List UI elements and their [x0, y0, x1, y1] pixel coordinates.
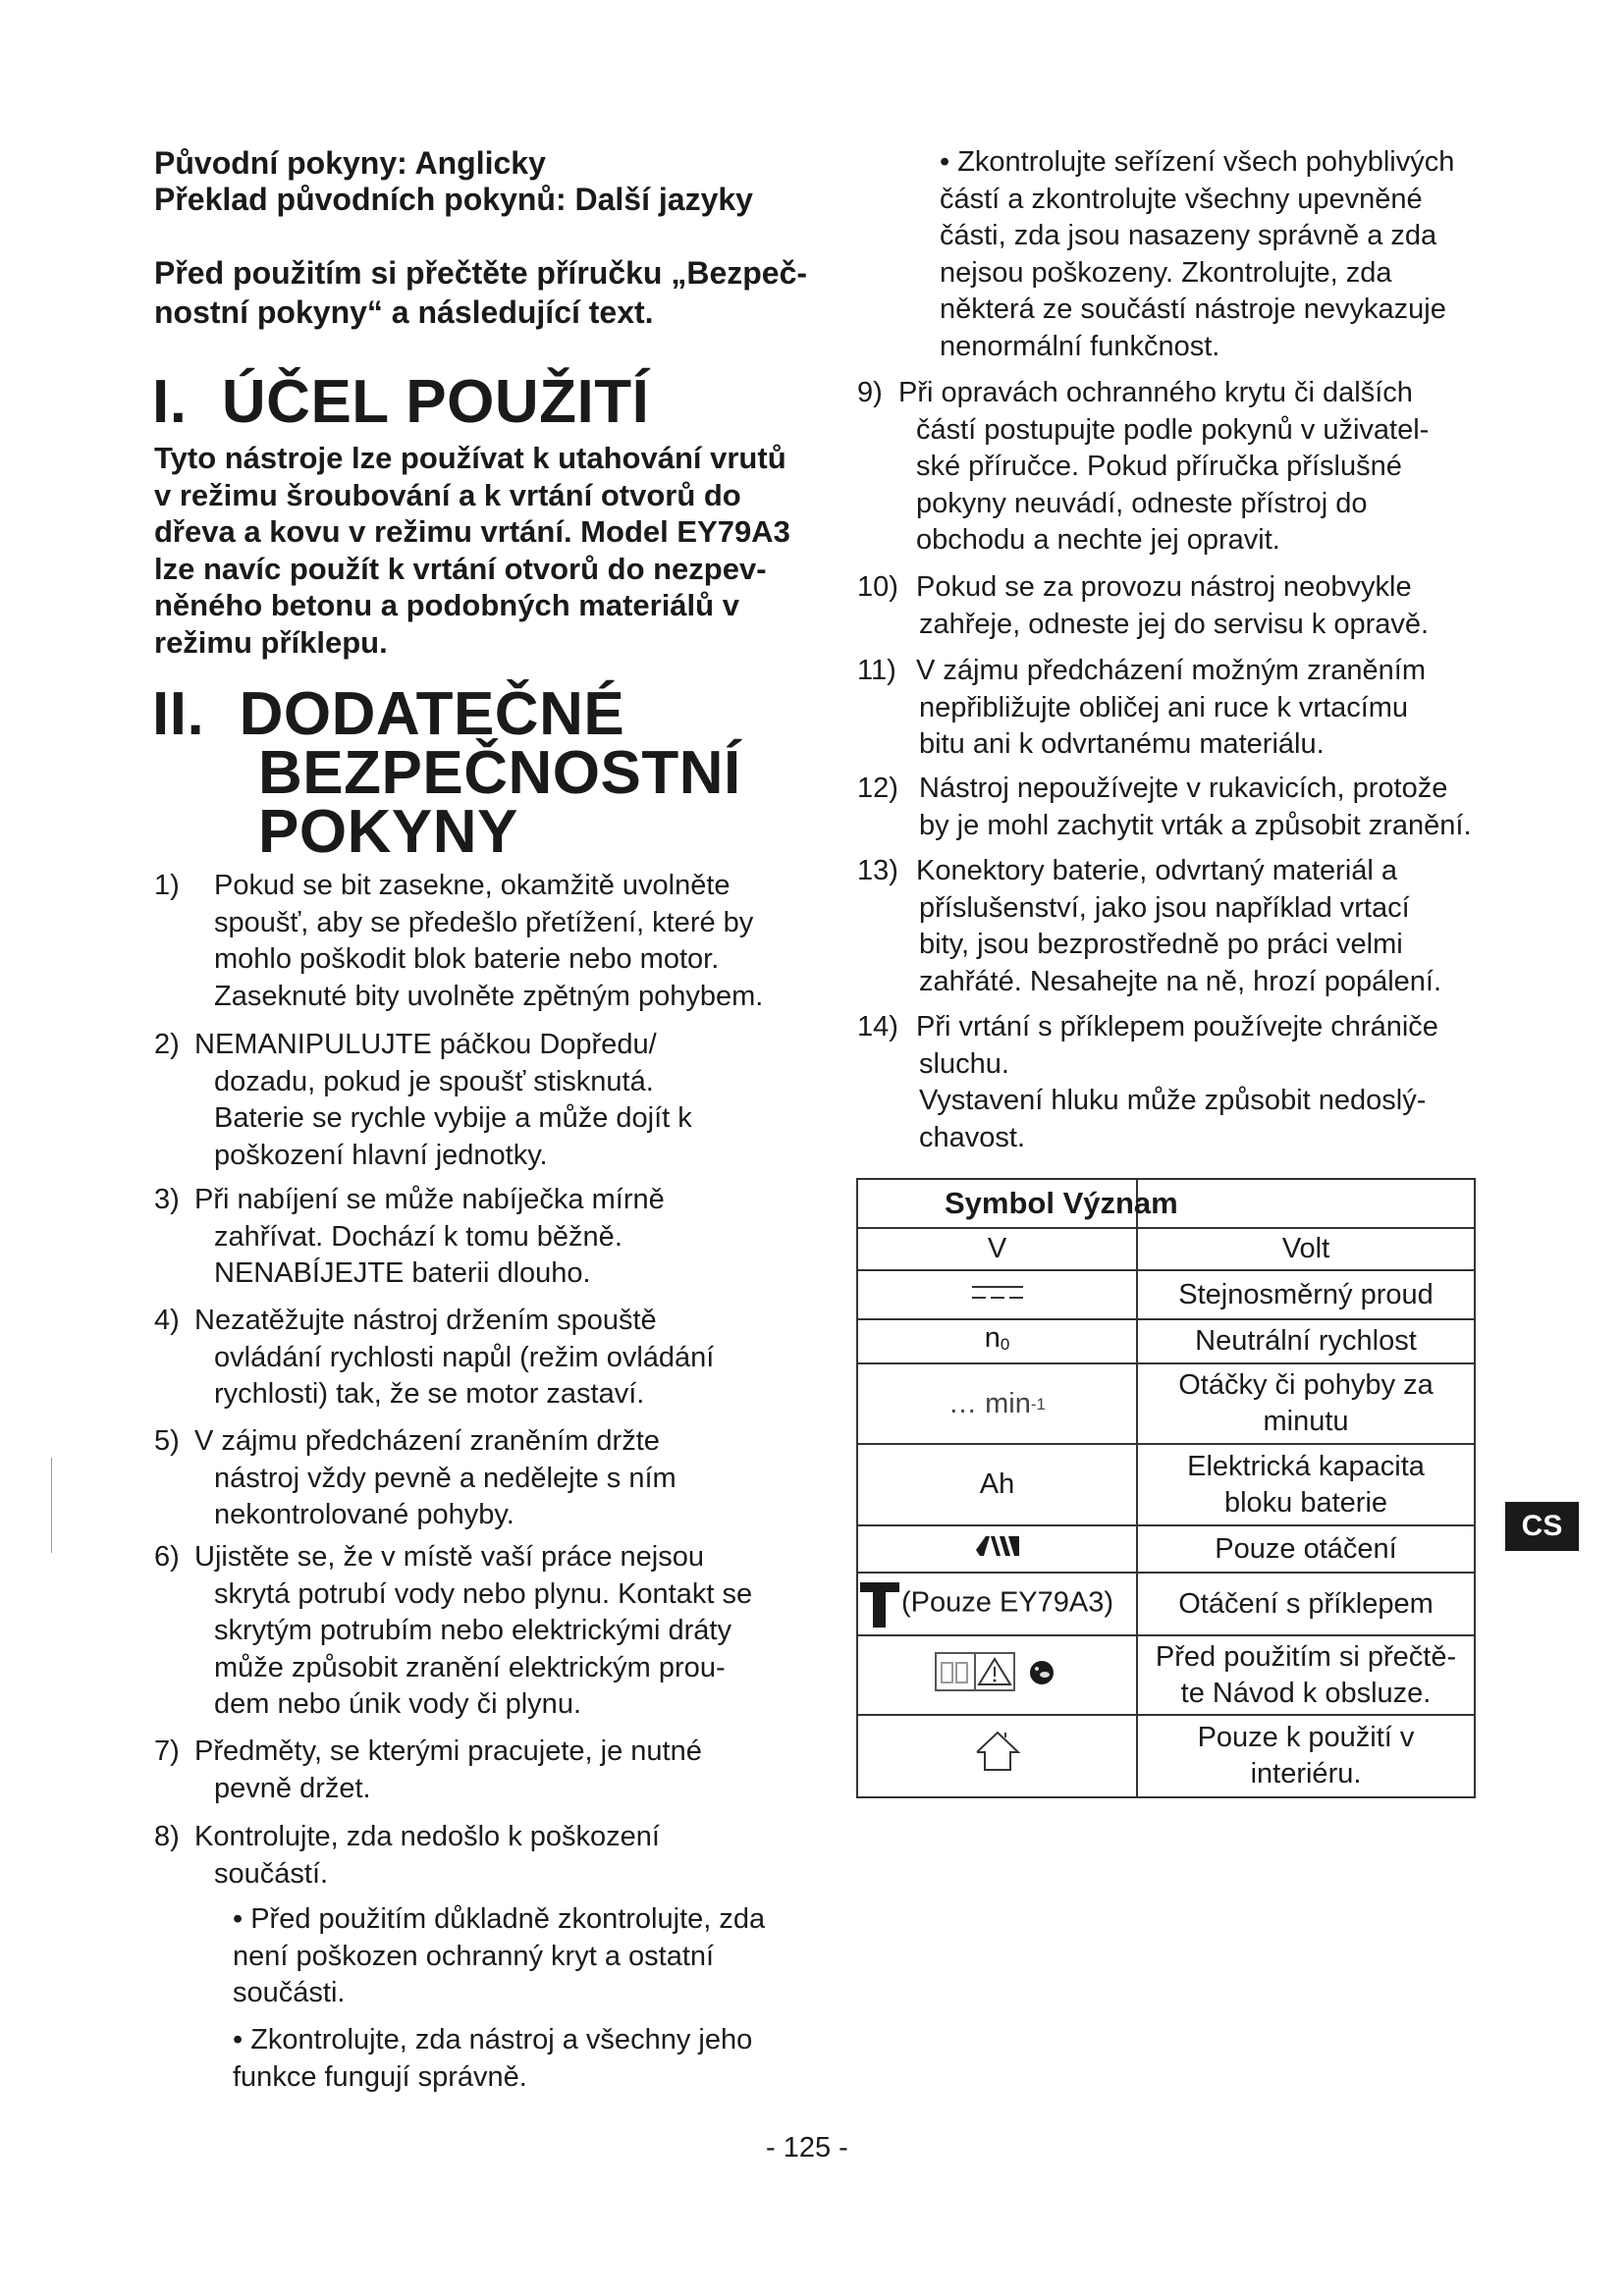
item-number: 11): [857, 655, 896, 686]
symbol-cell: [857, 1319, 1137, 1363]
section-2-title-line3: POKYNY: [258, 798, 518, 866]
section-1-title: I. ÚČEL POUŽITÍ: [152, 368, 650, 436]
table-header: Symbol Význam: [945, 1186, 1178, 1220]
item-number: 7): [154, 1735, 180, 1767]
page-number: - 125 -: [766, 2132, 848, 2163]
item-text: Konektory baterie, odvrtaný materiál a příslušenství, jako jsou například vrtací bity, jsou bezprostředně po práci velmi zahřáté. Nesahejte na ně, hrozí popálení.: [916, 855, 1442, 997]
warning-icon: [975, 1653, 1014, 1690]
item-number: 5): [154, 1425, 180, 1457]
language-tab: CS: [1505, 1502, 1579, 1551]
item-text: Ujistěte se, že v místě vaší práce nejsou skrytá potrubí vody nebo plynu. Kontakt se skrytým potrubím nebo elektrickými dráty může způsobit zranění elektrickým prou- dem nebo únik vody či plynu.: [194, 1541, 753, 1720]
table-row: [857, 1363, 1475, 1444]
symbol-cell: [857, 1525, 1137, 1573]
symbol-subscript: 0: [1000, 1335, 1010, 1354]
meaning-cell: Před použitím si přečtě- te Návod k obsluze.: [1137, 1635, 1475, 1715]
translation-label: Překlad původních pokynů: Další jazyky: [154, 182, 753, 217]
item-text: V zájmu předcházení možným zraněním nepřibližujte obličej ani ruce k vrtacímu bitu ani k odvrtanému materiálu.: [916, 655, 1426, 760]
safety-notice: Před použitím si přečtěte příručku „Bezpeč- nostní pokyny“ a následující text.: [154, 255, 808, 330]
table-row: [857, 1635, 1475, 1715]
item-number: 14): [857, 1011, 898, 1042]
item-number: 8): [154, 1821, 180, 1852]
table-row: [857, 1319, 1475, 1363]
symbol-cell: [857, 1715, 1137, 1797]
item-number: 1): [154, 870, 180, 901]
section-2-title-line1: II. DODATEČNÉ: [152, 680, 625, 748]
book-icon: [936, 1653, 975, 1690]
item-number: 13): [857, 855, 898, 886]
meaning-cell: Elektrická kapacita bloku baterie: [1137, 1444, 1475, 1525]
symbol-table: [856, 1178, 1476, 1798]
meaning-cell: Pouze otáčení: [1137, 1525, 1475, 1573]
meaning-cell: Stejnosměrný proud: [1137, 1270, 1475, 1319]
meaning-cell: Otáčení s příklepem: [1137, 1573, 1475, 1635]
item-text: V zájmu předcházení zraněním držte nástroj vždy pevně a nedělejte s ním nekontrolované pohyby.: [194, 1425, 677, 1530]
item-number: 3): [154, 1184, 180, 1215]
item-text: Nezatěžujte nástroj držením spouště ovládání rychlosti napůl (režim ovládání rychlosti) tak, že se motor zastaví.: [194, 1305, 715, 1410]
hammer-icon: [860, 1580, 901, 1628]
item-text: Předměty, se kterými pracujete, je nutné pevně držet.: [194, 1735, 702, 1804]
item-text: NEMANIPULUJTE páčkou Dopředu/ dozadu, pokud je spoušť stisknutá. Baterie se rychle vybije a může dojít k poškození hlavní jednotky.: [194, 1029, 692, 1171]
meaning-cell: Pouze k použití v interiéru.: [1137, 1715, 1475, 1797]
item-number: 2): [154, 1029, 180, 1060]
symbol-superscript: -1: [1030, 1394, 1046, 1414]
item-text: Při opravách ochranného krytu či dalších částí postupujte podle pokynů v uživatel- ské příručce. Pokud příručka příslušné pokyny neuvádí, odneste přístroj do obchodu a nechte jej opravit.: [898, 377, 1430, 556]
item-number: 10): [857, 571, 898, 603]
margin-line: [51, 1458, 52, 1553]
symbol-text: n: [984, 1322, 1001, 1354]
item-text: Pokud se za provozu nástroj neobvykle zahřeje, odneste jej do servisu k opravě.: [916, 571, 1430, 640]
symbol-cell: [857, 1270, 1137, 1319]
table-row: [857, 1573, 1475, 1635]
symbol-cell: [857, 1635, 1137, 1715]
symbol-cell: V: [857, 1228, 1137, 1270]
original-instructions-label: Původní pokyny: Anglicky: [154, 145, 546, 181]
table-row: [857, 1270, 1475, 1319]
table-row: [857, 1444, 1475, 1525]
section-1-text: Tyto nástroje lze používat k utahování vrutů v režimu šroubování a k vrtání otvorů do dřeva a kovu v režimu vrtání. Model EY79A3 lze navíc použít k vrtání otvorů do nezpev- něného betonu a podobných materiálů v režimu příklepu.: [154, 441, 790, 660]
section-2-title-line2: BEZPEČNOSTNÍ: [258, 739, 741, 807]
bullet-item: • Před použitím důkladně zkontrolujte, zda není poškozen ochranný kryt a ostatní součásti.: [233, 1903, 766, 2008]
symbol-text: … min: [948, 1387, 1031, 1419]
item-text: Nástroj nepoužívejte v rukavicích, protože by je mohl zachytit vrták a způsobit zranění.: [919, 773, 1472, 841]
item-number: 12): [857, 773, 898, 804]
symbol-text: (Pouze EY79A3): [901, 1586, 1114, 1619]
meaning-cell: Otáčky či pohyby za minutu: [1137, 1363, 1475, 1444]
direct-current-icon: [968, 1282, 1027, 1304]
item-text: Při nabíjení se může nabíječka mírně zahřívat. Dochází k tomu běžně. NENABÍJEJTE baterii dlouho.: [194, 1184, 665, 1289]
item-text: Při vrtání s příklepem používejte chrániče sluchu. Vystavení hluku může způsobit nedoslý- chavost.: [916, 1011, 1438, 1153]
bullet-item: • Zkontrolujte seřízení všech pohyblivých částí a zkontrolujte všechny upevněné části, zda jsou nasazeny správně a zda nejsou poškozeny. Zkontrolujte, zda některá ze součástí nástroje nevykazuje nenormální funkčnost.: [940, 146, 1455, 362]
meaning-cell: Neutrální rychlost: [1137, 1319, 1475, 1363]
symbol-cell: [857, 1363, 1137, 1444]
item-number: 9): [857, 377, 883, 408]
item-number: 4): [154, 1305, 180, 1336]
meaning-cell: Volt: [1137, 1228, 1475, 1270]
symbol-cell: [857, 1573, 1137, 1635]
rotation-only-icon: [974, 1534, 1021, 1558]
read-manual-icons: [934, 1649, 1061, 1692]
item-text: Pokud se bit zasekne, okamžitě uvolněte spoušť, aby se předešlo přetížení, které by mohlo poškodit blok baterie nebo motor. Zaseknuté bity uvolněte zpětným pohybem.: [214, 870, 764, 1012]
symbol-cell: Ah: [857, 1444, 1137, 1525]
house-icon: [973, 1729, 1022, 1774]
bullet-item: • Zkontrolujte, zda nástroj a všechny jeho funkce fungují správně.: [233, 2024, 753, 2093]
table-row: [857, 1228, 1475, 1270]
mask-icon: [1030, 1661, 1054, 1684]
table-row: [857, 1715, 1475, 1797]
table-row: [857, 1525, 1475, 1573]
item-text: Kontrolujte, zda nedošlo k poškození součástí.: [194, 1821, 660, 1890]
item-number: 6): [154, 1541, 180, 1573]
